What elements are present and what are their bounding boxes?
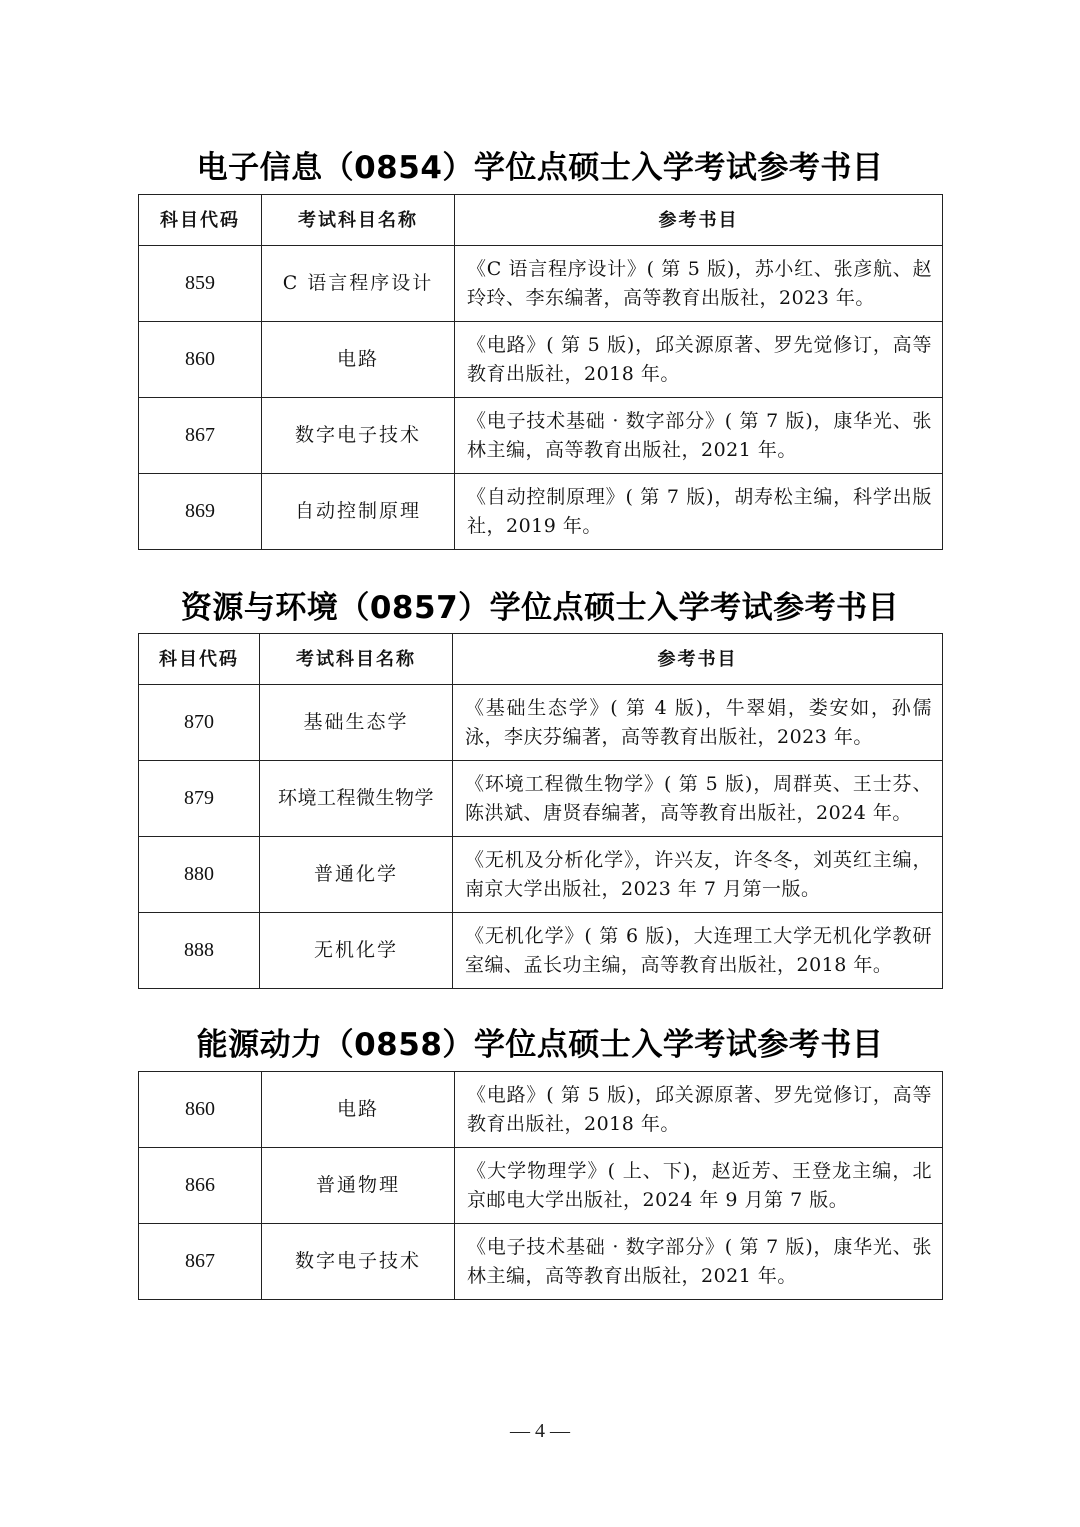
subject-code: 859 [139,246,262,322]
subject-name: 普通化学 [260,837,453,913]
subject-name: 无机化学 [260,913,453,989]
table-row [139,474,943,550]
table-row [139,398,943,474]
reference-book: 《电路》( 第 5 版)，邱关源原著、罗先觉修订，高等教育出版社，2018 年。 [455,1072,943,1148]
table-row [139,246,943,322]
subject-code: 867 [139,398,262,474]
table-row [139,1224,943,1300]
subject-code: 866 [139,1148,262,1224]
subject-name: 环境工程微生物学 [260,761,453,837]
subject-name: 基础生态学 [260,685,453,761]
subject-name: 电路 [262,1072,455,1148]
header-books: 参考书目 [453,634,943,685]
reference-table [138,633,943,989]
subject-code: 867 [139,1224,262,1300]
table-header-row [139,195,943,246]
table-row [139,322,943,398]
table-row [139,1148,943,1224]
subject-code: 880 [139,837,260,913]
reference-book: 《电路》( 第 5 版)，邱关源原著、罗先觉修订，高等教育出版社，2018 年。 [455,322,943,398]
reference-table [138,1071,943,1300]
reference-book: 《电子技术基础 · 数字部分》( 第 7 版)，康华光、张林主编，高等教育出版社，2021 年。 [455,398,943,474]
subject-code: 860 [139,1072,262,1148]
subject-code: 869 [139,474,262,550]
table-row [139,913,943,989]
table-row [139,685,943,761]
reference-table [138,194,943,550]
subject-name: 自动控制原理 [262,474,455,550]
reference-book: 《电子技术基础 · 数字部分》( 第 7 版)，康华光、张林主编，高等教育出版社，2021 年。 [455,1224,943,1300]
reference-book: 《自动控制原理》( 第 7 版)，胡寿松主编，科学出版社，2019 年。 [455,474,943,550]
reference-book: 《环境工程微生物学》( 第 5 版)，周群英、王士芬、陈洪斌、唐贤春编著，高等教育出版社，2024 年。 [453,761,943,837]
header-subject: 考试科目名称 [260,634,453,685]
reference-book: 《基础生态学》( 第 4 版)，牛翠娟，娄安如，孙儒泳，李庆芬编著，高等教育出版社，2023 年。 [453,685,943,761]
subject-name: 数字电子技术 [262,1224,455,1300]
table-header-row [139,634,943,685]
header-code: 科目代码 [139,195,262,246]
subject-name: 数字电子技术 [262,398,455,474]
subject-code: 879 [139,761,260,837]
subject-code: 870 [139,685,260,761]
table-row [139,761,943,837]
subject-name: 普通物理 [262,1148,455,1224]
reference-book: 《C 语言程序设计》( 第 5 版)，苏小红、张彦航、赵玲玲、李东编著，高等教育出版社，2023 年。 [455,246,943,322]
header-books: 参考书目 [455,195,943,246]
reference-book: 《无机化学》( 第 6 版)，大连理工大学无机化学教研室编、孟长功主编，高等教育出版社，2018 年。 [453,913,943,989]
subject-code: 860 [139,322,262,398]
header-subject: 考试科目名称 [262,195,455,246]
page-number: — 4 — [510,1420,570,1442]
section-title: 能源动力（0858）学位点硕士入学考试参考书目 [196,1027,884,1063]
table-row [139,1072,943,1148]
header-code: 科目代码 [139,634,260,685]
table-row [139,837,943,913]
subject-code: 888 [139,913,260,989]
section-title: 电子信息（0854）学位点硕士入学考试参考书目 [196,150,884,186]
reference-book: 《大学物理学》( 上、下)，赵近芳、王登龙主编，北京邮电大学出版社，2024 年 9 月第 7 版。 [455,1148,943,1224]
section-title: 资源与环境（0857）学位点硕士入学考试参考书目 [180,590,900,626]
reference-book: 《无机及分析化学》，许兴友，许冬冬，刘英红主编，南京大学出版社，2023 年 7 月第一版。 [453,837,943,913]
subject-name: 电路 [262,322,455,398]
subject-name: C 语言程序设计 [262,246,455,322]
